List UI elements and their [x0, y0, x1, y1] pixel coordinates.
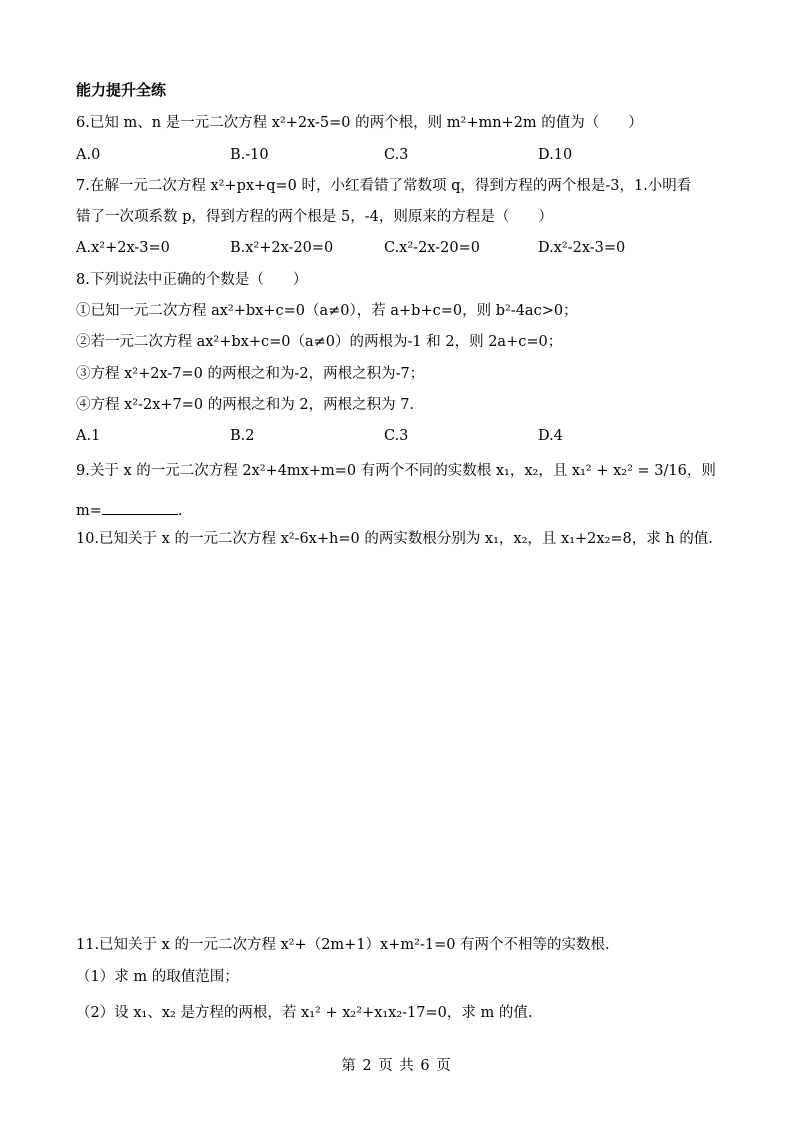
q7-option-c: C.x²-2x-20=0: [384, 240, 480, 256]
q7-option-d: D.x²-2x-3=0: [538, 240, 626, 256]
q8-option-d: D.4: [538, 428, 563, 444]
question-7-line2: 错了一次项系数 p，得到方程的两个根是 5，-4，则原来的方程是（ ）: [76, 209, 553, 225]
q6-option-b: B.-10: [230, 147, 269, 163]
q8-statement-1: ①已知一元二次方程 ax²+bx+c=0（a≠0），若 a+b+c=0，则 b²-4ac>0；: [76, 303, 578, 319]
question-9-line1: 9.关于 x 的一元二次方程 2x²+4mx+m=0 有两个不同的实数根 x₁，x₂，且 x₁² + x₂² = 3/16，则: [76, 463, 716, 479]
q8-option-c: C.3: [384, 428, 409, 444]
question-8-stem: 8.下列说法中正确的个数是（ ）: [76, 272, 308, 288]
q9-answer-prefix: m=: [76, 503, 102, 519]
q6-option-a: A.0: [76, 147, 101, 163]
q9-answer-blank: [102, 499, 178, 515]
q11-part-1: （1）求 m 的取值范围；: [76, 969, 239, 985]
q6-option-c: C.3: [384, 147, 409, 163]
q8-statement-2: ②若一元二次方程 ax²+bx+c=0（a≠0）的两根为-1 和 2，则 2a+c=0；: [76, 334, 563, 350]
q8-statement-4: ④方程 x²-2x+7=0 的两根之和为 2，两根之积为 7.: [76, 397, 415, 413]
question-10-stem: 10.已知关于 x 的一元二次方程 x²-6x+h=0 的两实数根分别为 x₁，x₂，且 x₁+2x₂=8，求 h 的值.: [76, 531, 713, 547]
section-title: 能力提升全练: [76, 81, 167, 99]
page-footer: 第 2 页 共 6 页: [341, 1058, 452, 1074]
q7-option-a: A.x²+2x-3=0: [76, 240, 170, 256]
q8-option-a: A.1: [76, 428, 101, 444]
q8-option-b: B.2: [230, 428, 255, 444]
q7-option-b: B.x²+2x-20=0: [230, 240, 334, 256]
question-7-line1: 7.在解一元二次方程 x²+px+q=0 时，小红看错了常数项 q，得到方程的两个根是-3，1.小明看: [76, 178, 692, 194]
q9-answer-suffix: .: [177, 503, 183, 519]
q6-option-d: D.10: [538, 147, 573, 163]
question-6-stem: 6.已知 m、n 是一元二次方程 x²+2x-5=0 的两个根，则 m²+mn+2m 的值为（ ）: [76, 115, 643, 131]
q11-part-2: （2）设 x₁、x₂ 是方程的两根，若 x₁² + x₂²+x₁x₂-17=0，求 m 的值.: [76, 1005, 533, 1021]
q8-statement-3: ③方程 x²+2x-7=0 的两根之和为-2，两根之积为-7；: [76, 366, 425, 382]
question-9-line2: [76, 499, 183, 521]
question-11-stem: 11.已知关于 x 的一元二次方程 x²+（2m+1）x+m²-1=0 有两个不相等的实数根.: [76, 937, 610, 953]
